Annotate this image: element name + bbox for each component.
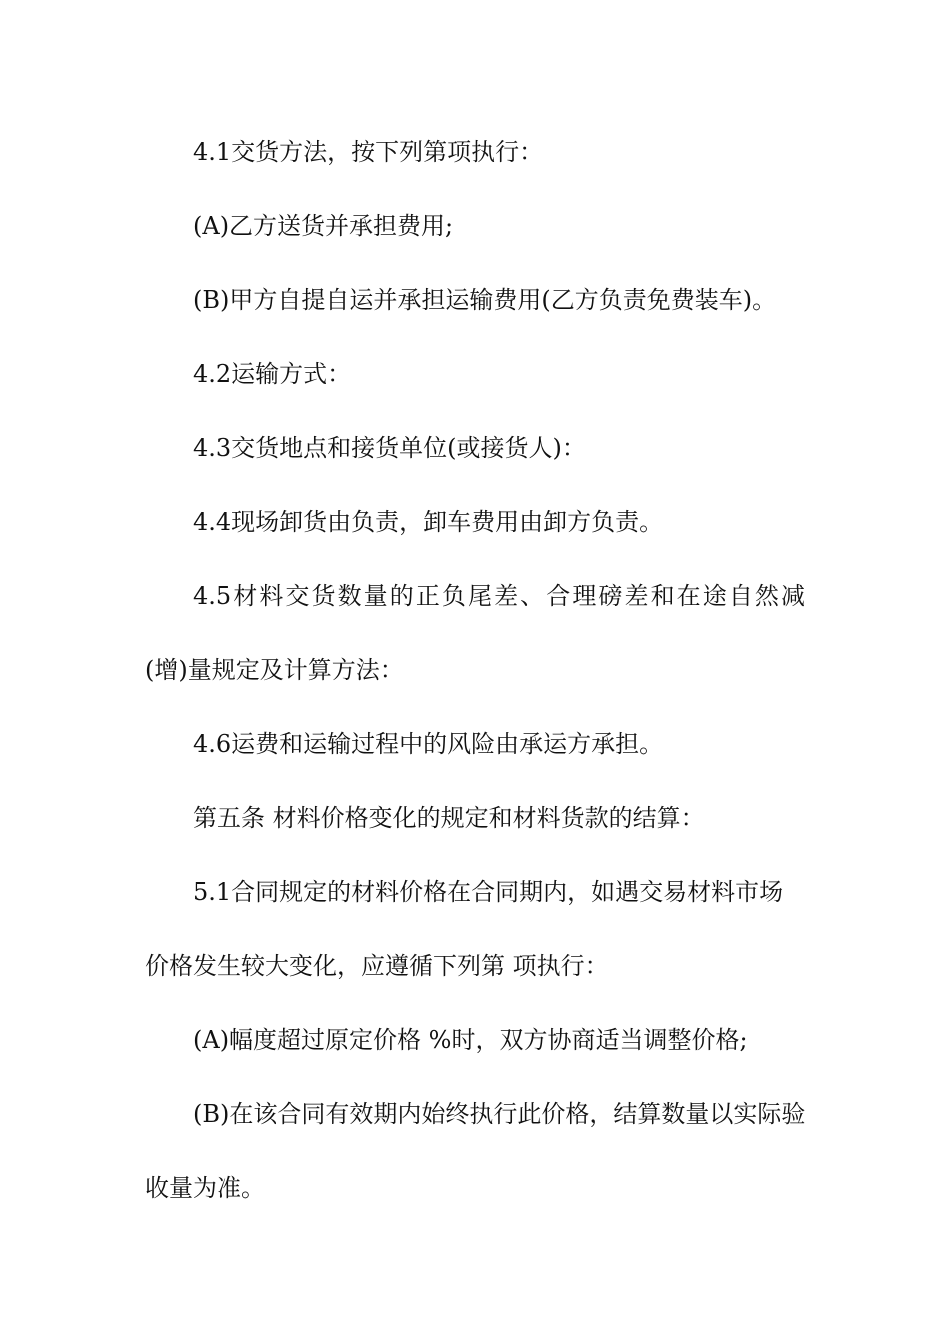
clause-4-1-b: (B)甲方自提自运并承担运输费用(乙方负责免费装车)。 <box>193 286 777 314</box>
clause-4-2: 4.2运输方式： <box>193 360 352 388</box>
clause-5-1-a: (A)幅度超过原定价格 %时，双方协商适当调整价格; <box>193 1026 748 1054</box>
clause-5-1-b-line-1: (B)在该合同有效期内始终执行此价格，结算数量以实际验 <box>193 1100 806 1128</box>
clause-4-5-line-2: (增)量规定及计算方法： <box>145 656 404 684</box>
clause-4-4: 4.4现场卸货由负责，卸车费用由卸方负责。 <box>193 508 664 536</box>
clause-4-1: 4.1交货方法，按下列第项执行： <box>193 138 544 166</box>
clause-4-1-a: (A)乙方送货并承担费用; <box>193 212 454 240</box>
clause-4-3: 4.3交货地点和接货单位(或接货人)： <box>193 434 586 462</box>
clause-5-1-b-line-2: 收量为准。 <box>145 1174 265 1202</box>
clause-4-5-line-1: 4.5材料交货数量的正负尾差、合理磅差和在途自然减 <box>193 582 805 610</box>
article-5-heading: 第五条 材料价格变化的规定和材料货款的结算： <box>193 804 705 832</box>
clause-4-6: 4.6运费和运输过程中的风险由承运方承担。 <box>193 730 664 758</box>
clause-5-1-line-2: 价格发生较大变化，应遵循下列第 项执行： <box>145 952 609 980</box>
clause-5-1-line-1: 5.1合同规定的材料价格在合同期内，如遇交易材料市场 <box>193 878 784 906</box>
